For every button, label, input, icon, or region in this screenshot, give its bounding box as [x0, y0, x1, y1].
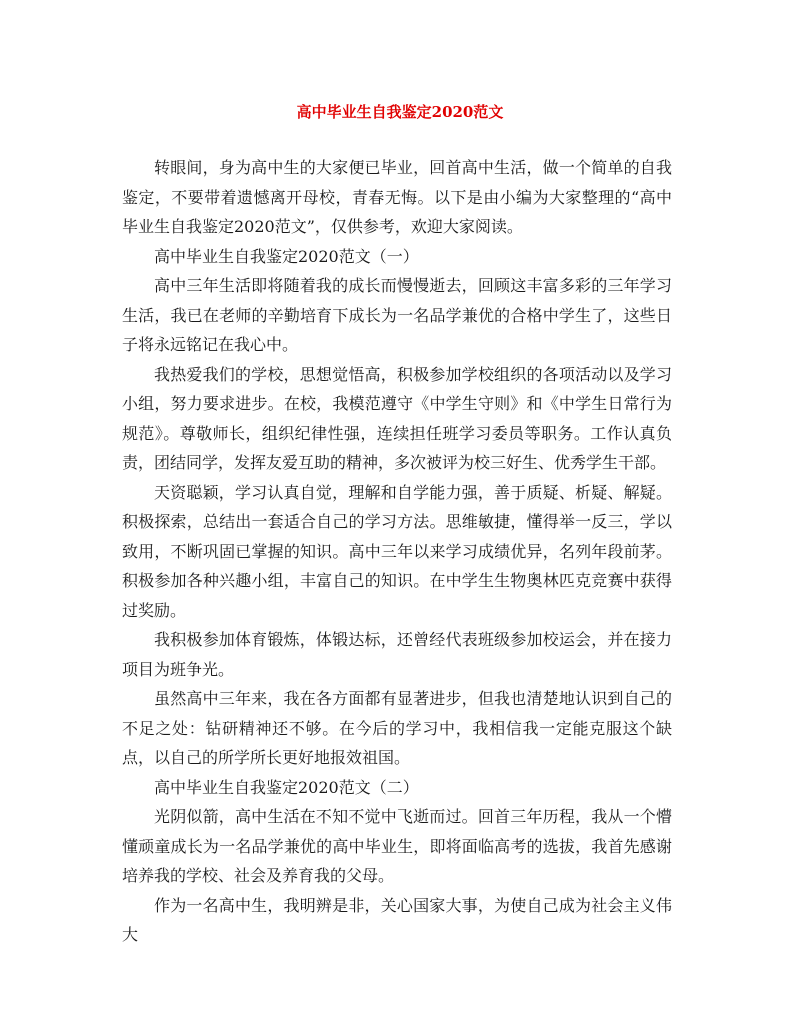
document-title: 高中毕业生自我鉴定2020范文 — [296, 103, 504, 121]
section-heading-1: 高中毕业生自我鉴定2020范文（一） — [154, 246, 419, 266]
document-body — [122, 153, 672, 950]
section-heading-2: 高中毕业生自我鉴定2020范文（二） — [154, 777, 419, 797]
body-paragraph: 高中三年生活即将随着我的成长而慢慢逝去，回顾这丰富多彩的三年学习生活，我已在老师的辛勤培育下成长为一名品学兼优的合格中学生了，这些日子将永远铭记在我心中。 — [122, 276, 672, 354]
body-paragraph: 虽然高中三年来，我在各方面都有显著进步，但我也清楚地认识到自己的不足之处：钻研精神还不够。在今后的学习中，我相信我一定能克服这个缺点，以自己的所学所长更好地报效祖国。 — [122, 689, 672, 767]
body-paragraph: 光阴似箭，高中生活在不知不觉中飞逝而过。回首三年历程，我从一个懵懂顽童成长为一名品学兼优的高中毕业生，即将面临高考的选拔，我首先感谢培养我的学校、社会及养育我的父母。 — [122, 807, 672, 885]
body-paragraph: 作为一名高中生，我明辨是非，关心国家大事，为使自己成为社会主义伟大 — [122, 895, 672, 944]
body-paragraph: 我积极参加体育锻炼，体锻达标，还曾经代表班级参加校运会，并在接力项目为班争光。 — [122, 630, 672, 679]
body-paragraph: 天资聪颖，学习认真自觉，理解和自学能力强，善于质疑、析疑、解疑。积极探索，总结出一套适合自己的学习方法。思维敏捷，懂得举一反三，学以致用，不断巩固已掌握的知识。高中三年以来学习成绩优异，名列年段前茅。积极参加各种兴趣小组，丰富自己的知识。在中学生生物奥林匹克竞赛中获得过奖励。 — [122, 482, 672, 620]
body-paragraph: 我热爱我们的学校，思想觉悟高，积极参加学校组织的各项活动以及学习小组，努力要求进步。在校，我模范遵守《中学生守则》和《中学生日常行为规范》。尊敬师长，组织纪律性强，连续担任班学习委员等职务。工作认真负责，团结同学，发挥友爱互助的精神，多次被评为校三好生、优秀学生干部。 — [122, 364, 672, 472]
intro-paragraph: 转眼间，身为高中生的大家便已毕业，回首高中生活，做一个简单的自我鉴定，不要带着遗憾离开母校，青春无悔。以下是由小编为大家整理的“高中毕业生自我鉴定2020范文”，仅供参考，欢迎大家阅读。 — [122, 158, 672, 236]
